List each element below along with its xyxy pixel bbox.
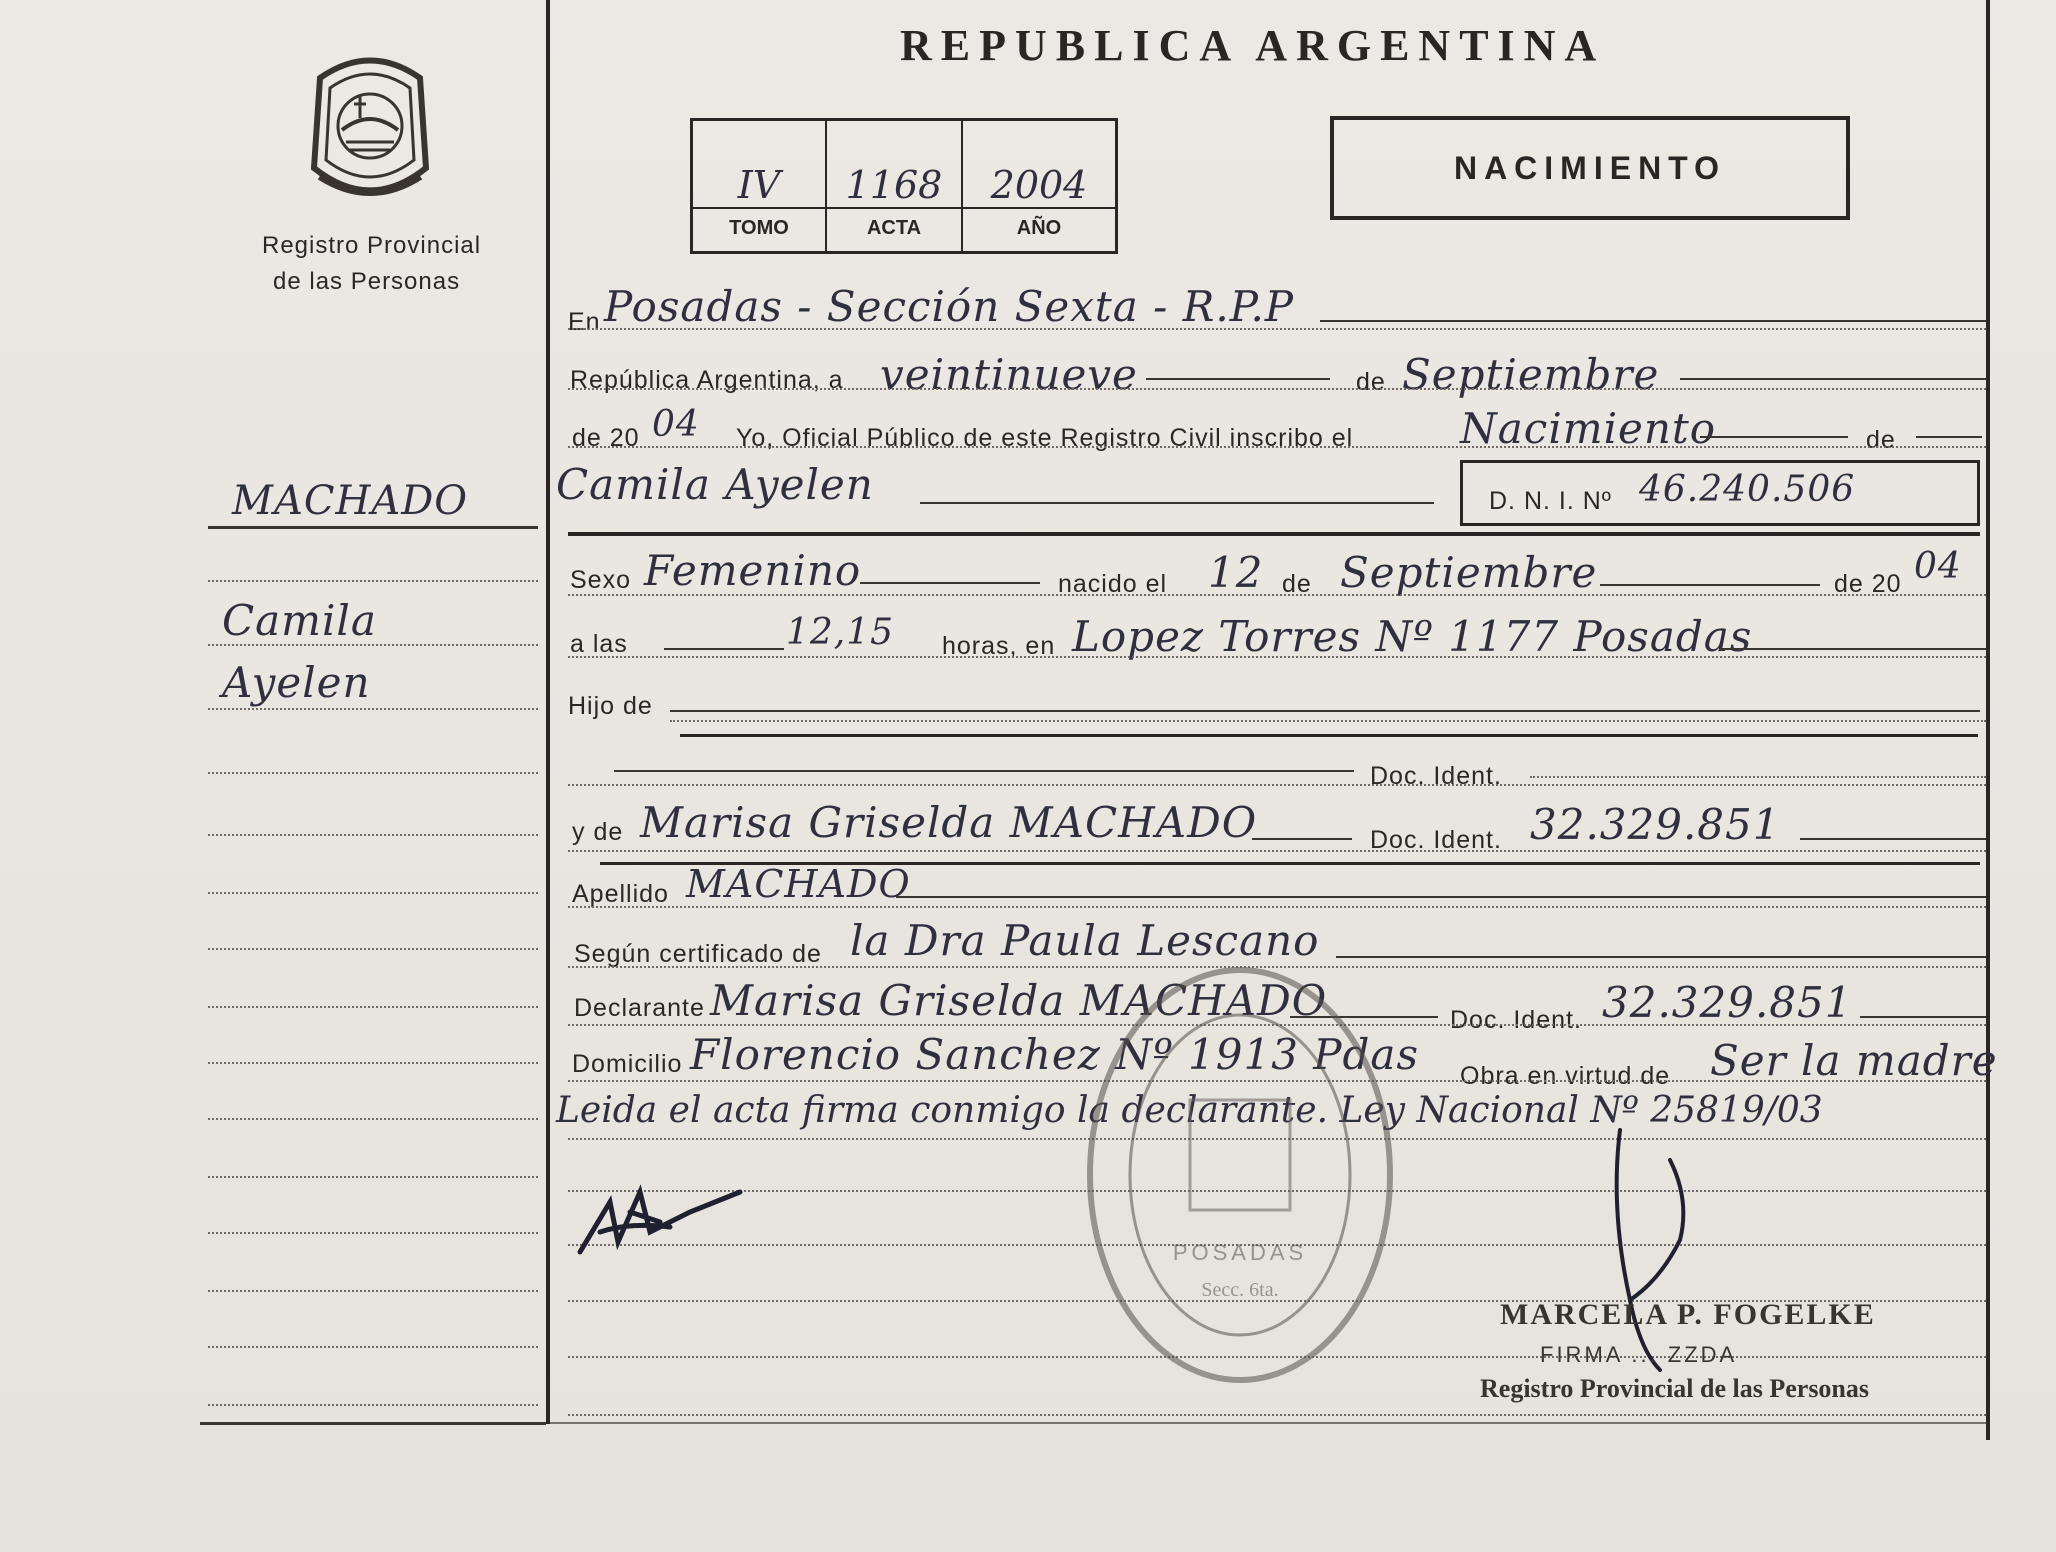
country-title: REPUBLICA ARGENTINA — [900, 21, 1606, 70]
margin-line — [208, 580, 538, 582]
line-dots — [568, 906, 1986, 908]
birth-time: 12,15 — [786, 612, 895, 653]
obra-label: Obra en virtud de — [1460, 1062, 1671, 1090]
line-rule — [1600, 584, 1820, 586]
apellido-label: Apellido — [572, 880, 669, 908]
column-divider — [546, 0, 550, 1424]
line-rule — [1720, 648, 1986, 650]
line-rule — [1320, 320, 1986, 322]
alas-label: a las — [570, 630, 628, 658]
registration-box — [690, 118, 1118, 254]
tomo-label: TOMO — [729, 217, 789, 239]
cell-rule — [963, 207, 1115, 209]
line-dots — [1530, 776, 1986, 778]
line-dots — [568, 850, 1986, 852]
margin-surname: MACHADO — [232, 478, 469, 524]
de20-label-2: de 20 — [1834, 570, 1902, 598]
mother-name: Marisa Griselda MACHADO — [640, 798, 1258, 847]
margin-line — [208, 1404, 538, 1406]
margin-line — [208, 948, 538, 950]
child-name: Camila Ayelen — [556, 460, 874, 509]
line-rule — [860, 582, 1040, 584]
registry-name-line1: Registro Provincial — [262, 232, 482, 259]
acta-value: 1168 — [845, 163, 943, 207]
act-type: Nacimiento — [1460, 404, 1717, 453]
line-dots — [568, 1414, 1986, 1416]
line-rule — [670, 710, 1980, 712]
place-value: Posadas - Sección Sexta - R.P.P — [604, 282, 1295, 331]
margin-surname-line — [208, 526, 538, 529]
section-rule — [680, 734, 1978, 737]
line-rule — [1860, 1016, 1986, 1018]
line-rule — [1680, 378, 1986, 380]
birth-month: Septiembre — [1340, 548, 1598, 597]
segun-label: Según certificado de — [574, 940, 822, 968]
doc-label-2: Doc. Ident. — [1370, 826, 1502, 854]
signature-caption: FIRMA ... ZZDA — [1540, 1342, 1738, 1367]
yde-label: y de — [572, 818, 624, 846]
declarant-doc: 32.329.851 — [1602, 978, 1853, 1027]
ano-value: 2004 — [990, 163, 1088, 207]
registry-name-line2: de las Personas — [273, 268, 461, 295]
birth-day: 12 — [1208, 548, 1264, 597]
sexo-label: Sexo — [570, 566, 631, 594]
nacido-label: nacido el — [1058, 570, 1168, 598]
margin-line — [208, 892, 538, 894]
line-dots — [568, 594, 1986, 596]
line-dots — [568, 784, 1986, 786]
declarant-signature-icon — [570, 1172, 770, 1262]
official-name: MARCELA P. FOGELKE — [1500, 1298, 1876, 1331]
line-rule — [896, 896, 1986, 898]
svg-text:POSADAS: POSADAS — [1172, 1240, 1308, 1265]
tomo-cell — [693, 121, 827, 251]
official-signature-icon — [1600, 1120, 1720, 1380]
line-rule — [1252, 838, 1352, 840]
doc-label-3: Doc. Ident. — [1450, 1006, 1582, 1034]
de-label: de — [1356, 368, 1386, 396]
line-rule — [1336, 956, 1986, 958]
margin-line — [208, 834, 538, 836]
line-rule — [1146, 378, 1330, 380]
de-end-label: de — [1866, 426, 1896, 454]
closing-note: Leida el acta firma conmigo la declarante. Ley Nacional Nº 25819/03 — [556, 1090, 1823, 1131]
margin-line — [208, 1346, 538, 1348]
margin-given-name-1: Camila — [222, 596, 377, 645]
domicilio-label: Domicilio — [572, 1050, 683, 1078]
doc-label-1: Doc. Ident. — [1370, 762, 1502, 790]
record-type-box — [1330, 116, 1850, 220]
horas-label: horas, en — [942, 632, 1056, 660]
svg-text:Secc. 6ta.: Secc. 6ta. — [1201, 1279, 1279, 1301]
dni-label: D. N. I. Nº — [1489, 487, 1612, 515]
de-label-2: de — [1282, 570, 1312, 598]
margin-line — [208, 1118, 538, 1120]
year-suffix: 04 — [652, 404, 700, 445]
surname-value: MACHADO — [686, 862, 911, 906]
line-rule — [1800, 838, 1986, 840]
republica-label: República Argentina, a — [570, 366, 844, 394]
bottom-rule — [548, 1422, 1988, 1424]
yo-label: Yo, Oficial Público de este Registro Civil inscribo el — [736, 424, 1354, 452]
en-label: En — [568, 308, 601, 336]
line-dots — [568, 388, 1986, 390]
cell-rule — [693, 207, 825, 209]
line-rule — [1700, 436, 1848, 438]
line-rule — [920, 502, 1434, 504]
margin-line — [208, 1176, 538, 1178]
declarant: Marisa Griselda MACHADO — [710, 976, 1328, 1025]
line-rule — [664, 648, 784, 650]
hijo-label: Hijo de — [568, 692, 653, 720]
birth-place: Lopez Torres Nº 1177 Posadas — [1072, 612, 1753, 661]
de20-label: de 20 — [572, 424, 640, 452]
margin-line — [208, 708, 538, 710]
dni-value: 46.240.506 — [1639, 469, 1856, 510]
line-dots — [568, 328, 1986, 330]
margin-line — [208, 1290, 538, 1292]
sex-value: Femenino — [644, 546, 862, 595]
margin-line — [208, 1062, 538, 1064]
acta-cell — [827, 121, 963, 251]
margin-line — [208, 644, 538, 646]
certifier: la Dra Paula Lescano — [850, 916, 1320, 965]
record-type: NACIMIENTO — [1453, 150, 1727, 186]
line-dots — [568, 656, 1986, 658]
cell-rule — [827, 207, 961, 209]
acta-label: ACTA — [866, 217, 922, 239]
official-stamp-icon — [1080, 960, 1400, 1390]
right-border — [1986, 0, 1990, 1440]
line-rule — [614, 770, 1354, 772]
ano-label: AÑO — [1016, 217, 1062, 239]
tomo-value: IV — [737, 163, 781, 207]
margin-bottom-rule — [200, 1422, 546, 1425]
provincial-seal-icon — [300, 48, 440, 204]
margin-line — [208, 1232, 538, 1234]
day-text: veintinueve — [880, 350, 1138, 399]
line-rule — [1916, 436, 1982, 438]
line-dots — [568, 446, 1986, 448]
month-text: Septiembre — [1402, 350, 1660, 399]
margin-line — [208, 1006, 538, 1008]
dni-box — [1460, 460, 1980, 526]
birth-year-suffix: 04 — [1914, 546, 1962, 587]
address: Florencio Sanchez Nº 1913 Pdas — [690, 1030, 1420, 1079]
margin-given-name-2: Ayelen — [222, 658, 371, 707]
line-dots — [670, 720, 1986, 722]
declarante-label: Declarante — [574, 994, 705, 1022]
ano-cell — [963, 121, 1115, 251]
section-rule — [568, 532, 1980, 536]
signature-registry: Registro Provincial de las Personas — [1480, 1374, 1870, 1403]
margin-line — [208, 772, 538, 774]
obra-value: Ser la madre — [1710, 1036, 1998, 1085]
mother-doc: 32.329.851 — [1530, 800, 1781, 849]
